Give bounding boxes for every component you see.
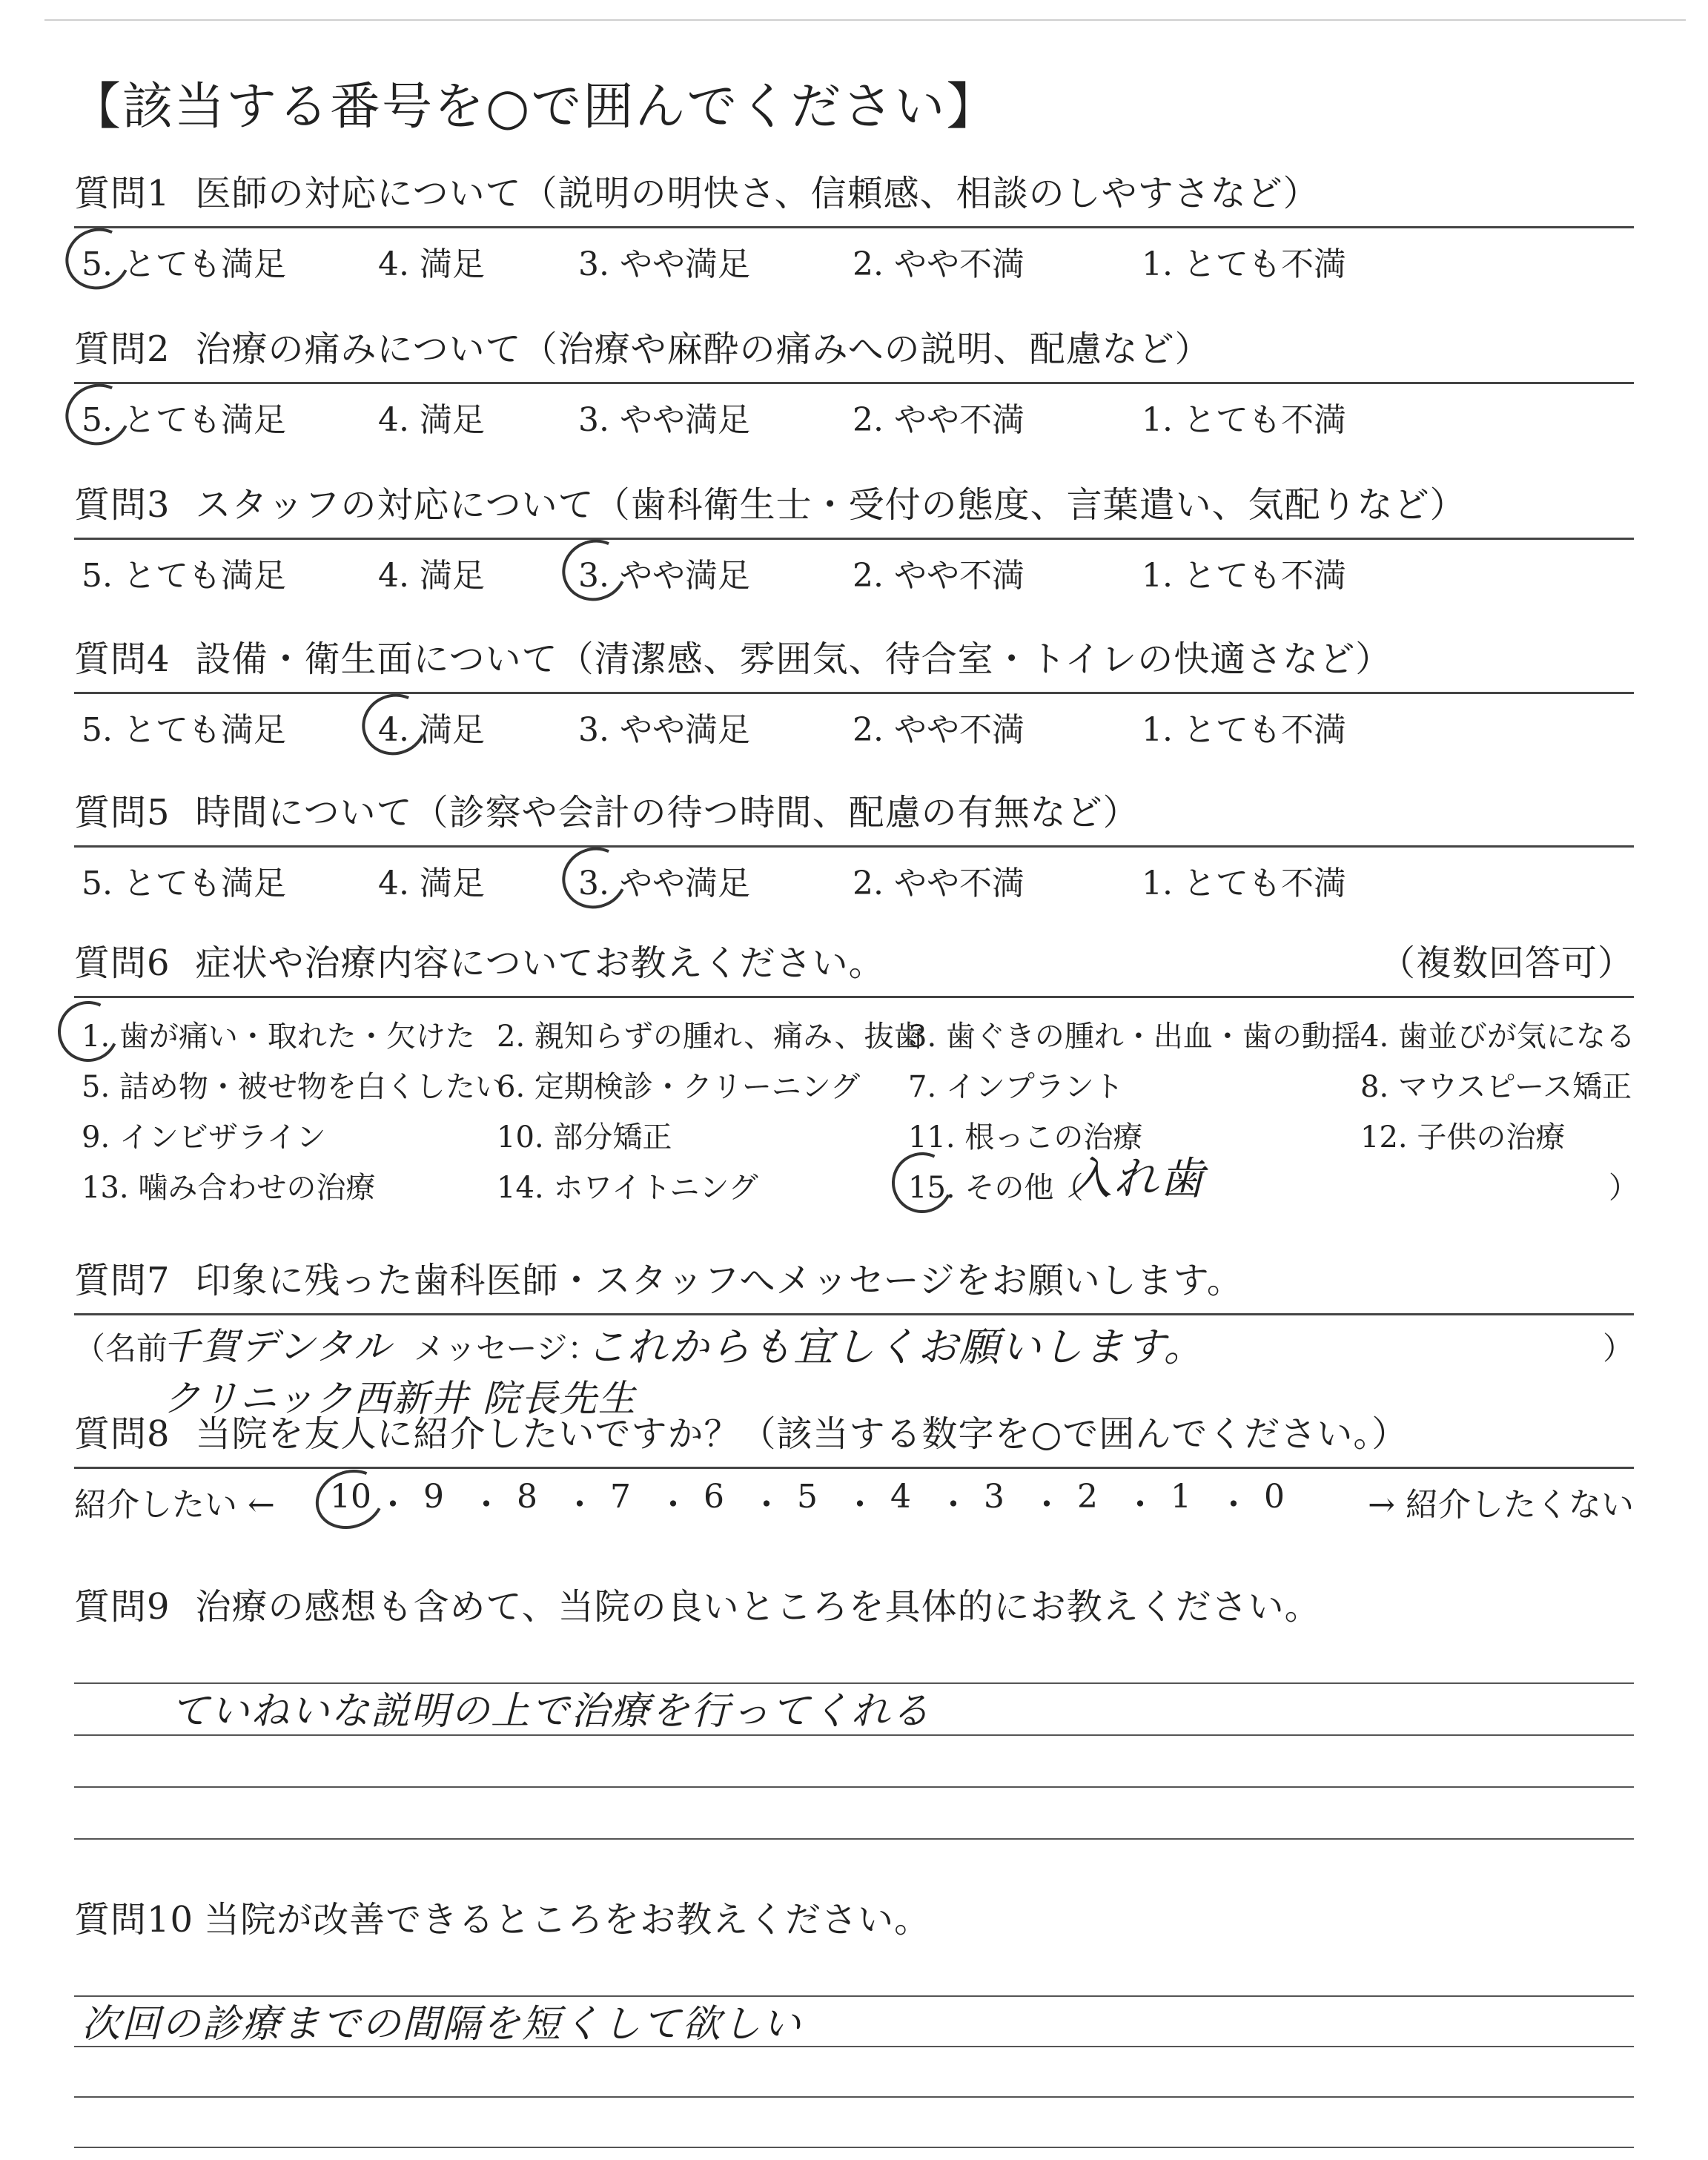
rating-option-2[interactable]: 2. やや不満 — [853, 245, 1025, 283]
question-label: 質問6 — [74, 942, 171, 984]
scale-separator: ・ — [470, 1486, 503, 1524]
rating-option-4[interactable]: 4. 満足 — [378, 245, 485, 283]
rating-option-4[interactable]: 4. 満足 — [378, 711, 485, 749]
scale-separator: ・ — [937, 1486, 970, 1524]
rating-options — [74, 540, 1634, 595]
recommend-scale — [74, 1469, 1634, 1528]
multiple-answer-note: （複数回答可） — [1379, 942, 1634, 984]
top-border — [44, 19, 1686, 21]
rating-option-5[interactable]: 5. とても満足 — [82, 865, 286, 902]
message-label: メッセージ： — [414, 1330, 599, 1367]
scale-separator: ・ — [377, 1486, 409, 1524]
scale-value-8[interactable]: 8 — [517, 1478, 537, 1516]
scale-value-9[interactable]: 9 — [423, 1478, 444, 1516]
rating-option-1[interactable]: 1. とても不満 — [1142, 245, 1346, 283]
question-label: 質問10 — [74, 1899, 194, 1941]
rating-option-2[interactable]: 2. やや不満 — [853, 865, 1025, 902]
rating-options — [74, 848, 1634, 902]
handwritten-circle-mark — [49, 992, 127, 1070]
rating-option-1[interactable]: 1. とても不満 — [1142, 711, 1346, 749]
symptom-option-1[interactable]: 1. 歯が痛い・取れた・欠けた — [82, 1020, 475, 1054]
rating-option-4[interactable]: 4. 満足 — [378, 401, 485, 439]
rating-option-2[interactable]: 2. やや不満 — [853, 401, 1025, 439]
handwritten-name-2: クリニック西新井 院長先生 — [163, 1377, 637, 1420]
scale-separator: ・ — [844, 1486, 876, 1524]
question-label: 質問2 — [74, 328, 171, 370]
rating-option-5[interactable]: 5. とても満足 — [82, 401, 286, 439]
question-9 — [74, 1578, 1634, 1840]
question-7 — [74, 1252, 1634, 1427]
question-text: 症状や治療内容についてお教えください。 — [195, 942, 885, 984]
name-label: （名前 — [74, 1330, 168, 1367]
rating-option-1[interactable]: 1. とても不満 — [1142, 401, 1346, 439]
question-label: 質問1 — [74, 173, 171, 214]
symptom-options — [74, 998, 1638, 1206]
rating-option-5[interactable]: 5. とても満足 — [82, 245, 286, 283]
symptom-option-10[interactable]: 10. 部分矯正 — [497, 1120, 672, 1155]
rating-option-5[interactable]: 5. とても満足 — [82, 557, 286, 595]
handwritten-other-answer: 入れ歯 — [1068, 1153, 1205, 1205]
symptom-option-4[interactable]: 4. 歯並びが気になる — [1360, 1020, 1635, 1054]
question-label: 質問9 — [74, 1586, 171, 1628]
symptom-option-2[interactable]: 2. 親知らずの腫れ、痛み、抜歯 — [497, 1020, 924, 1054]
question-3 — [74, 476, 1634, 595]
question-5 — [74, 784, 1634, 902]
scale-right-label: → 紹介したくない — [1368, 1486, 1634, 1524]
question-6 — [74, 934, 1638, 1206]
scale-value-10[interactable]: 10 — [330, 1478, 371, 1516]
scale-value-5[interactable]: 5 — [797, 1478, 818, 1516]
answer-line — [74, 2096, 1634, 2098]
rating-option-5[interactable]: 5. とても満足 — [82, 711, 286, 749]
answer-lines — [74, 1682, 1634, 1840]
symptom-option-6[interactable]: 6. 定期検診・クリーニング — [497, 1070, 861, 1104]
answer-lines — [74, 1995, 1634, 2148]
scale-value-3[interactable]: 3 — [984, 1478, 1004, 1516]
scale-separator: ・ — [563, 1486, 596, 1524]
question-8 — [74, 1405, 1634, 1528]
question-text: 治療の感想も含めて、当院の良いところを具体的にお教えください。 — [195, 1586, 1321, 1628]
symptom-option-9[interactable]: 9. インビザライン — [82, 1120, 326, 1155]
symptom-option-7[interactable]: 7. インプラント — [908, 1070, 1124, 1104]
handwritten-message: これからも宜しくお願いします。 — [586, 1324, 1205, 1370]
rating-option-3[interactable]: 3. やや満足 — [578, 401, 750, 439]
question-1 — [74, 165, 1634, 283]
scale-value-0[interactable]: 0 — [1264, 1478, 1285, 1516]
scale-left-label: 紹介したい ← — [74, 1486, 275, 1524]
answer-line — [74, 1786, 1634, 1788]
handwritten-circle-mark — [57, 374, 139, 454]
question-10 — [74, 1891, 1634, 2148]
question-text: 治療の痛みについて（治療や麻酔の痛みへの説明、配慮など） — [195, 328, 1211, 370]
handwritten-circle-mark — [554, 530, 636, 610]
question-label: 質問8 — [74, 1413, 171, 1455]
rating-option-1[interactable]: 1. とても不満 — [1142, 865, 1346, 902]
rating-option-3[interactable]: 3. やや満足 — [578, 865, 750, 902]
question-text: 印象に残った歯科医師・スタッフへメッセージをお願いします。 — [195, 1260, 1243, 1301]
question-4 — [74, 630, 1634, 749]
handwritten-circle-mark — [354, 684, 436, 764]
rating-options — [74, 228, 1634, 283]
page-header: 【該当する番号を○で囲んでください】 — [70, 78, 999, 136]
question-2 — [74, 320, 1634, 439]
scale-separator: ・ — [1217, 1486, 1250, 1524]
symptom-option-8[interactable]: 8. マウスピース矯正 — [1360, 1070, 1632, 1104]
scale-separator: ・ — [1030, 1486, 1063, 1524]
handwritten-name-1: 千賀デンタル — [163, 1325, 392, 1368]
question-text: 医師の対応について（説明の明快さ、信頼感、相談のしやすさなど） — [195, 173, 1320, 214]
handwritten-answer: ていねいな説明の上で治療を行ってくれる — [171, 1689, 932, 1734]
question-text: 設備・衛生面について（清潔感、雰囲気、待合室・トイレの快適さなど） — [195, 638, 1392, 680]
scale-separator: ・ — [750, 1486, 783, 1524]
question-text: 当院が改善できるところをお教えください。 — [204, 1899, 931, 1941]
question-label: 質問4 — [74, 638, 171, 680]
symptom-option-15[interactable]: 15. その他（ — [908, 1171, 1084, 1205]
rating-options — [74, 694, 1634, 749]
scale-value-4[interactable]: 4 — [890, 1478, 911, 1516]
scale-value-2[interactable]: 2 — [1077, 1478, 1098, 1516]
question-text: スタッフの対応について（歯科衛生士・受付の態度、言葉遣い、気配りなど） — [195, 484, 1466, 526]
question-text: 時間について（診察や会計の待つ時間、配慮の有無など） — [195, 792, 1139, 833]
rating-option-1[interactable]: 1. とても不満 — [1142, 557, 1346, 595]
answer-line — [74, 2147, 1634, 2148]
symptom-option-11[interactable]: 11. 根っこの治療 — [908, 1120, 1143, 1155]
rating-option-3[interactable]: 3. やや満足 — [578, 711, 750, 749]
other-close-paren: ） — [1609, 1171, 1638, 1205]
scale-separator: ・ — [657, 1486, 689, 1524]
question-label: 質問3 — [74, 484, 171, 526]
rating-options — [74, 384, 1634, 439]
scale-value-1[interactable]: 1 — [1171, 1478, 1191, 1516]
question-label: 質問5 — [74, 792, 171, 833]
symptom-option-3[interactable]: 3. 歯ぐきの腫れ・出血・歯の動揺 — [908, 1020, 1361, 1054]
rating-option-3[interactable]: 3. やや満足 — [578, 557, 750, 595]
rating-option-3[interactable]: 3. やや満足 — [578, 245, 750, 283]
rating-option-2[interactable]: 2. やや不満 — [853, 711, 1025, 749]
handwritten-answer: 次回の診療までの間隔を短くして欲しい — [82, 2002, 803, 2047]
scale-value-7[interactable]: 7 — [610, 1478, 631, 1516]
answer-line — [74, 1838, 1634, 1840]
scale-separator: ・ — [1124, 1486, 1156, 1524]
question-label: 質問7 — [74, 1260, 171, 1301]
handwritten-circle-mark — [57, 219, 139, 298]
symptom-option-5[interactable]: 5. 詰め物・被せ物を白くしたい — [82, 1070, 505, 1104]
close-paren: ） — [1602, 1330, 1634, 1367]
symptom-option-12[interactable]: 12. 子供の治療 — [1360, 1120, 1566, 1155]
handwritten-circle-mark — [554, 838, 636, 917]
scale-value-6[interactable]: 6 — [704, 1478, 724, 1516]
rating-option-4[interactable]: 4. 満足 — [378, 557, 485, 595]
question-text: 当院を友人に紹介したいですか？（該当する数字を○で囲んでください。） — [195, 1413, 1409, 1455]
rating-option-2[interactable]: 2. やや不満 — [853, 557, 1025, 595]
rating-option-4[interactable]: 4. 満足 — [378, 865, 485, 902]
symptom-option-14[interactable]: 14. ホワイトニング — [497, 1171, 758, 1205]
symptom-option-13[interactable]: 13. 噛み合わせの治療 — [82, 1171, 376, 1205]
